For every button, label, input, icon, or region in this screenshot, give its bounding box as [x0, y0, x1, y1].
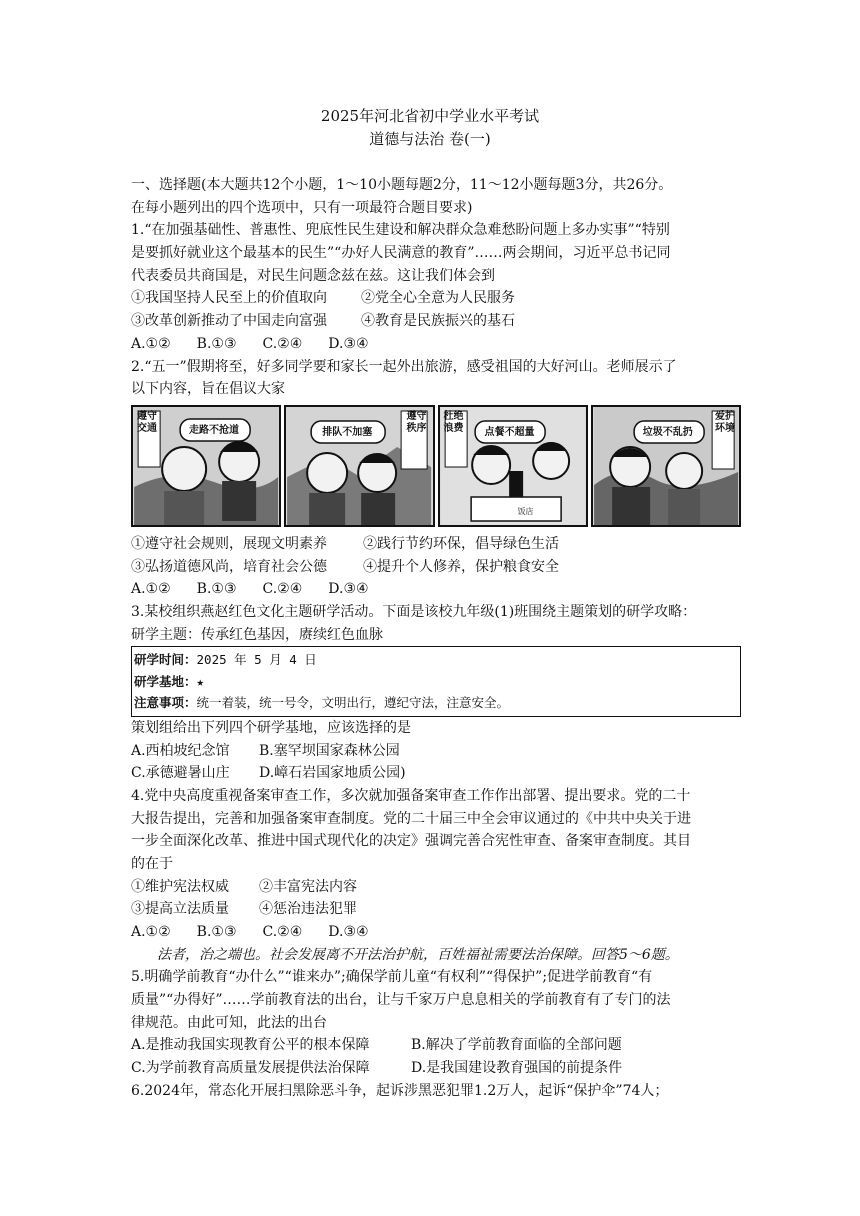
q6-text: 6.2024年，常态化开展扫黑除恶斗争，起诉涉黑恶犯罪1.2万人，起诉“保护伞”74人； — [131, 1082, 669, 1099]
q3-choices — [131, 762, 741, 785]
q2-statements — [131, 556, 741, 579]
q1-statement-4: ④教育是民族振兴的基石 — [361, 313, 515, 330]
q2-choice-b[interactable]: B.①③ — [196, 581, 237, 598]
q4-statements — [131, 876, 741, 899]
q2-statements — [131, 533, 741, 556]
q4-statement-1: ①维护宪法权威 — [131, 878, 229, 895]
comic-strip — [131, 405, 741, 527]
comic-panel-dining — [438, 405, 588, 527]
study-time-label: 研学时间： — [134, 652, 197, 668]
comic-panel-environment — [591, 405, 741, 527]
exam-subtitle: 道德与法治 卷(一) — [369, 130, 491, 148]
q4-choice-d[interactable]: D.③④ — [328, 924, 369, 940]
comic-sign: 饭店 — [517, 506, 534, 516]
q1-choice-c[interactable]: C.②④ — [262, 335, 303, 352]
exam-title: 2025年河北省初中学业水平考试 — [320, 107, 540, 125]
study-time-value: 2025 年 5 月 4 日 — [196, 652, 317, 668]
study-base-value: ★ — [196, 673, 205, 689]
study-notes-label: 注意事项： — [134, 695, 197, 711]
q3-choice-c[interactable]: C.承德避暑山庄 — [131, 765, 230, 782]
q4-text: 4.党中央高度重视备案审查工作，多次就加强备案审查工作作出部署、提出要求。党的二十 — [131, 787, 691, 804]
q2-choice-a[interactable]: A.①② — [131, 581, 171, 598]
q2-statement-2: ②践行节约环保，倡导绿色生活 — [363, 535, 559, 552]
comic-panel-traffic — [131, 405, 281, 527]
q1-choice-b[interactable]: B.①③ — [196, 335, 237, 352]
q2-statement-1: ①遵守社会规则，展现文明素养 — [131, 535, 327, 552]
q4-statement-3: ③提高立法质量 — [131, 901, 229, 918]
q1-statement-2: ②党全心全意为人民服务 — [361, 290, 515, 307]
comic-bubble: 排队不加塞 — [322, 426, 373, 438]
study-plan-box — [131, 646, 741, 717]
q2-text: 以下内容，旨在倡议大家 — [131, 381, 285, 398]
q4-statements — [131, 898, 741, 921]
q4-statement-2: ②丰富宪法内容 — [259, 878, 357, 895]
q5-choices — [131, 1034, 741, 1057]
q3-prompt: 策划组给出下列四个研学基地，应该选择的是 — [131, 719, 411, 736]
section-heading-cont: 在每小题列出的四个选项中，只有一项最符合题目要求) — [131, 199, 473, 216]
study-time-row — [134, 649, 738, 671]
comic-side-label: 爱护环境 — [715, 410, 735, 434]
q5-choice-a[interactable]: A.是推动我国实现教育公平的根本保障 — [131, 1037, 370, 1054]
q3-choice-b[interactable]: B.塞罕坝国家森林公园 — [259, 742, 400, 759]
q5-choice-b[interactable]: B.解决了学前教育面临的全部问题 — [411, 1037, 622, 1054]
q2-choice-c[interactable]: C.②④ — [262, 581, 303, 598]
q2-text: 2.“五一”假期将至，好多同学要和家长一起外出旅游，感受祖国的大好河山。老师展示了 — [131, 358, 677, 375]
q2-choice-d[interactable]: D.③④ — [328, 581, 369, 598]
q5-text: 质量”“办得好”……学前教育法的出台，让与千家万户息息相关的学前教育有了专门的法 — [131, 992, 671, 1009]
q4-choice-a[interactable]: A.①② — [131, 924, 171, 940]
q3-text: 3.某校组织燕赵红色文化主题研学活动。下面是该校九年级(1)班围绕主题策划的研学攻略： — [131, 603, 697, 620]
q5-text: 律规范。由此可知，此法的出台 — [131, 1014, 327, 1031]
q3-choices — [131, 740, 741, 763]
q1-text: 代表委员共商国是，对民生问题念兹在兹。这让我们体会到 — [131, 267, 495, 284]
q4-text: 大报告提出，完善和加强备案审查制度。党的二十届三中全会审议通过的《中共中央关于进 — [131, 810, 691, 827]
q5-choices — [131, 1057, 741, 1080]
q4-text: 的在于 — [131, 855, 173, 872]
q1-statements — [131, 310, 741, 333]
comic-side-label: 遵守交通 — [137, 410, 157, 434]
q4-statement-4: ④惩治违法犯罪 — [259, 901, 357, 918]
q5-text: 5.明确学前教育“办什么”“谁来办”;确保学前儿童“有权利”“得保护”;促进学前教育“有 — [131, 969, 653, 986]
q5-choice-d[interactable]: D.是我国建设教育强国的前提条件 — [411, 1060, 623, 1077]
q1-choices — [131, 333, 741, 356]
q2-statement-4: ④提升个人修养，保护粮食安全 — [363, 558, 559, 575]
q1-statement-3: ③改革创新推动了中国走向富强 — [131, 313, 327, 330]
study-base-label: 研学基地： — [134, 673, 197, 689]
study-base-row — [134, 671, 738, 693]
study-notes-value: 统一着装，统一号令，文明出行，遵纪守法，注意安全。 — [196, 695, 510, 711]
study-notes-row — [134, 692, 738, 714]
q1-text: 1.“在加强基础性、普惠性、兜底性民生建设和解决群众急难愁盼问题上多办实事”“特别 — [131, 222, 670, 239]
q2-statement-3: ③弘扬道德风尚，培育社会公德 — [131, 558, 327, 575]
q4-text: 一步全面深化改革、推进中国式现代化的决定》强调完善合宪性审查、备案审查制度。其目 — [131, 833, 691, 850]
q1-text: 是要抓好就业这个最基本的民生”“办好人民满意的教育”……两会期间，习近平总书记同 — [131, 245, 671, 262]
exam-content — [131, 174, 741, 1103]
comic-side-label: 杜绝浪费 — [443, 410, 464, 434]
q1-statements — [131, 287, 741, 310]
q4-choice-b[interactable]: B.①③ — [196, 924, 237, 940]
q3-text: 研学主题：传承红色基因，赓续红色血脉 — [131, 626, 383, 643]
q5-choice-c[interactable]: C.为学前教育高质量发展提供法治保障 — [131, 1060, 370, 1077]
q2-choices — [131, 578, 741, 601]
q1-choice-d[interactable]: D.③④ — [328, 335, 369, 352]
q4-choices — [131, 921, 741, 944]
section-heading: 一、选择题(本大题共12个小题，1～10小题每题2分，11～12小题每题3分，共26分。 — [131, 177, 673, 193]
comic-bubble: 点餐不超量 — [484, 426, 535, 438]
q1-choice-a[interactable]: A.①② — [131, 335, 171, 352]
comic-bubble: 走路不抢道 — [189, 424, 239, 436]
q3-choice-a[interactable]: A.西柏坡纪念馆 — [131, 742, 230, 759]
q5-6-intro: 法者，治之端也。社会发展离不开法治护航，百姓福祉需要法治保障。回答5～6题。 — [157, 946, 679, 963]
comic-panel-queue — [284, 405, 434, 527]
q4-choice-c[interactable]: C.②④ — [262, 924, 303, 940]
q1-statement-1: ①我国坚持人民至上的价值取向 — [131, 290, 327, 307]
q3-choice-d[interactable]: D.嶂石岩国家地质公园) — [259, 765, 406, 782]
comic-side-label: 遵守秩序 — [406, 410, 427, 434]
comic-bubble: 垃圾不乱扔 — [642, 426, 693, 438]
